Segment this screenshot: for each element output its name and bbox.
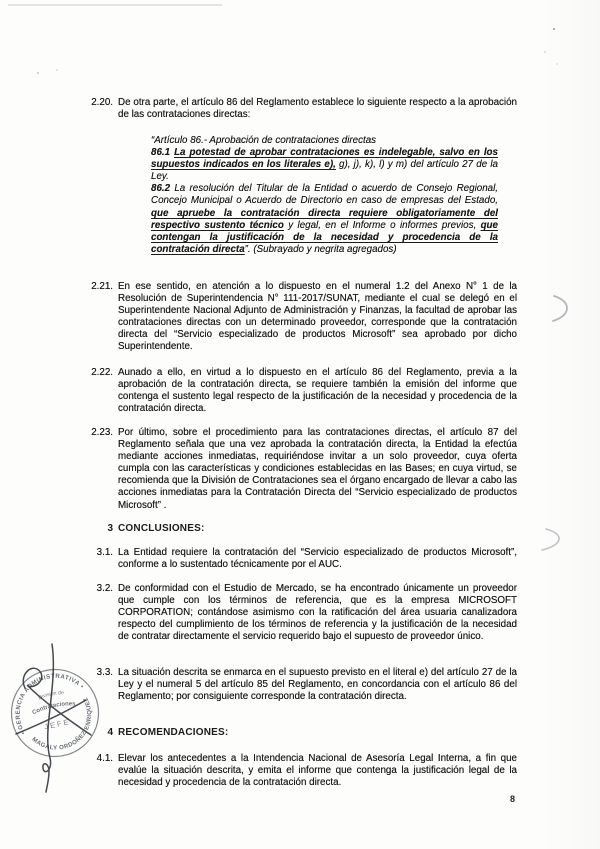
paragraph-number: 3.1.	[96, 547, 113, 558]
paragraph-text: La Entidad requiere la contratación del “Servicio especializado de productos Microsoft”, conforme a lo sustentado técnicamente por el AUC.	[118, 547, 517, 571]
paragraph-2-23	[85, 427, 517, 512]
quote-numeral-86-2: 86.2 La resolución del Titular de la Entidad o acuerdo de Consejo Regional, Concejo Municipal o Acuerdo de Directorio en caso de empresas del Estado, que apruebe la contratación directa requiere obligatoriamente del respectivo sustento técnico y legal, en el Informe o informes previos, que contengan la justificación de la necesidad y procedencia de la contratación directa”. (Subrayado y negrita agregados)	[151, 183, 498, 255]
paragraph-number: 2.23.	[91, 427, 113, 438]
paragraph-text: La situación descrita se enmarca en el supuesto previsto en el literal e) del artículo 27 de la Ley y el numeral 5 del artículo 85 del Reglamento, en concordancia con el artículo 86 del Reglamento; por consiguiente corresponde la contratación directa.	[118, 667, 517, 703]
paragraph-2-21	[85, 281, 517, 354]
svg-text:Contrataciones	[31, 698, 78, 716]
paragraph-4-1	[85, 753, 517, 789]
paragraph-2-22	[85, 367, 517, 415]
paragraph-2-20	[85, 97, 517, 121]
paragraph-text: En ese sentido, en atención a lo dispuesto en el numeral 1.2 del Anexo N° 1 de la Resolución de Superintendencia N° 111-2017/SUNAT, mediante el cual se delegó en el Superintendente Nacional Adjunto de Administración y Finanzas, la facultad de aprobar las contrataciones directas con un determinado proveedor, corresponde que la contratación directa del “Servicio especializado de productos Microsoft” sea aprobado por dicho Superintendente.	[118, 281, 517, 353]
paragraph-number: 2.21.	[91, 281, 113, 292]
paragraph-text: Por último, sobre el procedimiento para las contrataciones directas, el artículo 87 del Reglamento señala que una vez aprobada la contratación directa, la Entidad la efectúa mediante acciones inmediatas, requiriéndose invitar a un solo proveedor, cuya oferta cumpla con las características y condiciones establecidas en las Bases; en cuya virtud, se recomienda que la División de Contrataciones sea el órgano encargado de llevar a cabo las acciones inmediatas para la Contratación Directa del “Servicio especializado de productos Microsoft” .	[118, 427, 517, 511]
svg-text:• GERENCIA ADMINISTRATIVA •	[0, 656, 86, 736]
paragraph-number: 2.22.	[91, 367, 113, 378]
paragraph-number: 3.2.	[96, 583, 113, 594]
scan-artifact-curl-mark	[553, 296, 567, 321]
paragraph-text: Elevar los antecedentes a la Intendencia Nacional de Asesoría Legal Interna, a fin que evalúe la situación descrita, y emita el informe que contenga la justificación legal de la necesidad y procedencia de la contratación directa.	[118, 753, 517, 789]
quote-numeral-86-1: 86.1 La potestad de aprobar contrataciones es indelegable, salvo en los supuestos indicados en los literales e), g), j), k), l) y m) del artículo 27 de la Ley.	[151, 147, 498, 183]
section-number: 4	[107, 727, 113, 738]
section-number: 3	[107, 523, 113, 534]
paragraph-text: De otra parte, el artículo 86 del Reglamento establece lo siguiente respecto a la aprobación de las contrataciones directas:	[118, 97, 517, 121]
section-title: CONCLUSIONES:	[118, 523, 205, 534]
stamp-role-text: JEFE	[43, 717, 72, 732]
stamp-inner-line2: Contrataciones	[31, 701, 76, 717]
signature	[16, 644, 91, 792]
paragraph-3-3	[85, 667, 517, 703]
paragraph-text: De conformidad con el Estudio de Mercado, se ha encontrado únicamente un proveedor que cumple con los términos de referencia, que es la empresa MICROSOFT CORPORATION; contándose asimismo con la ratificación del área usuaria canalizadora respecto del cumplimiento de los términos de referencia y la justificación de la necesidad de contratar directamente el servicio requerido bajo el supuesto de proveedor único.	[118, 583, 517, 643]
paragraph-3-2	[85, 583, 517, 643]
regulation-quote-block	[151, 135, 498, 256]
stamp-ring-top-text: • GERENCIA ADMINISTRATIVA •	[14, 672, 86, 736]
stamp-inner-line1: División de	[37, 690, 64, 702]
quote-title: “Artículo 86.- Aprobación de contrataciones directas	[151, 135, 377, 146]
paragraph-text: Aunado a ello, en virtud a lo dispuesto en el artículo 86 del Reglamento, previa a la aprobación de la contratación directa, se requiere también la emisión del informe que contenga el sustento legal respecto de la justificación de la necesidad y procedencia de la contratación directa.	[118, 367, 517, 415]
paragraph-number: 2.20.	[91, 97, 113, 108]
section-title: RECOMENDACIONES:	[118, 727, 229, 738]
paragraph-3-1	[85, 547, 517, 571]
paragraph-number: 3.3.	[96, 667, 113, 678]
paragraph-number: 4.1.	[96, 753, 113, 764]
section-conclusiones-header	[85, 523, 517, 535]
svg-text:División de	[37, 689, 65, 702]
scan-artifact-curl-mark	[542, 529, 559, 550]
scan-artifact-specks	[37, 28, 558, 74]
section-recomendaciones-header	[85, 727, 517, 739]
stamp-ring-bottom-text: MAGALY ORDOÑEZ ENRIQUEZ	[30, 695, 94, 752]
page-number: 8	[510, 794, 516, 804]
